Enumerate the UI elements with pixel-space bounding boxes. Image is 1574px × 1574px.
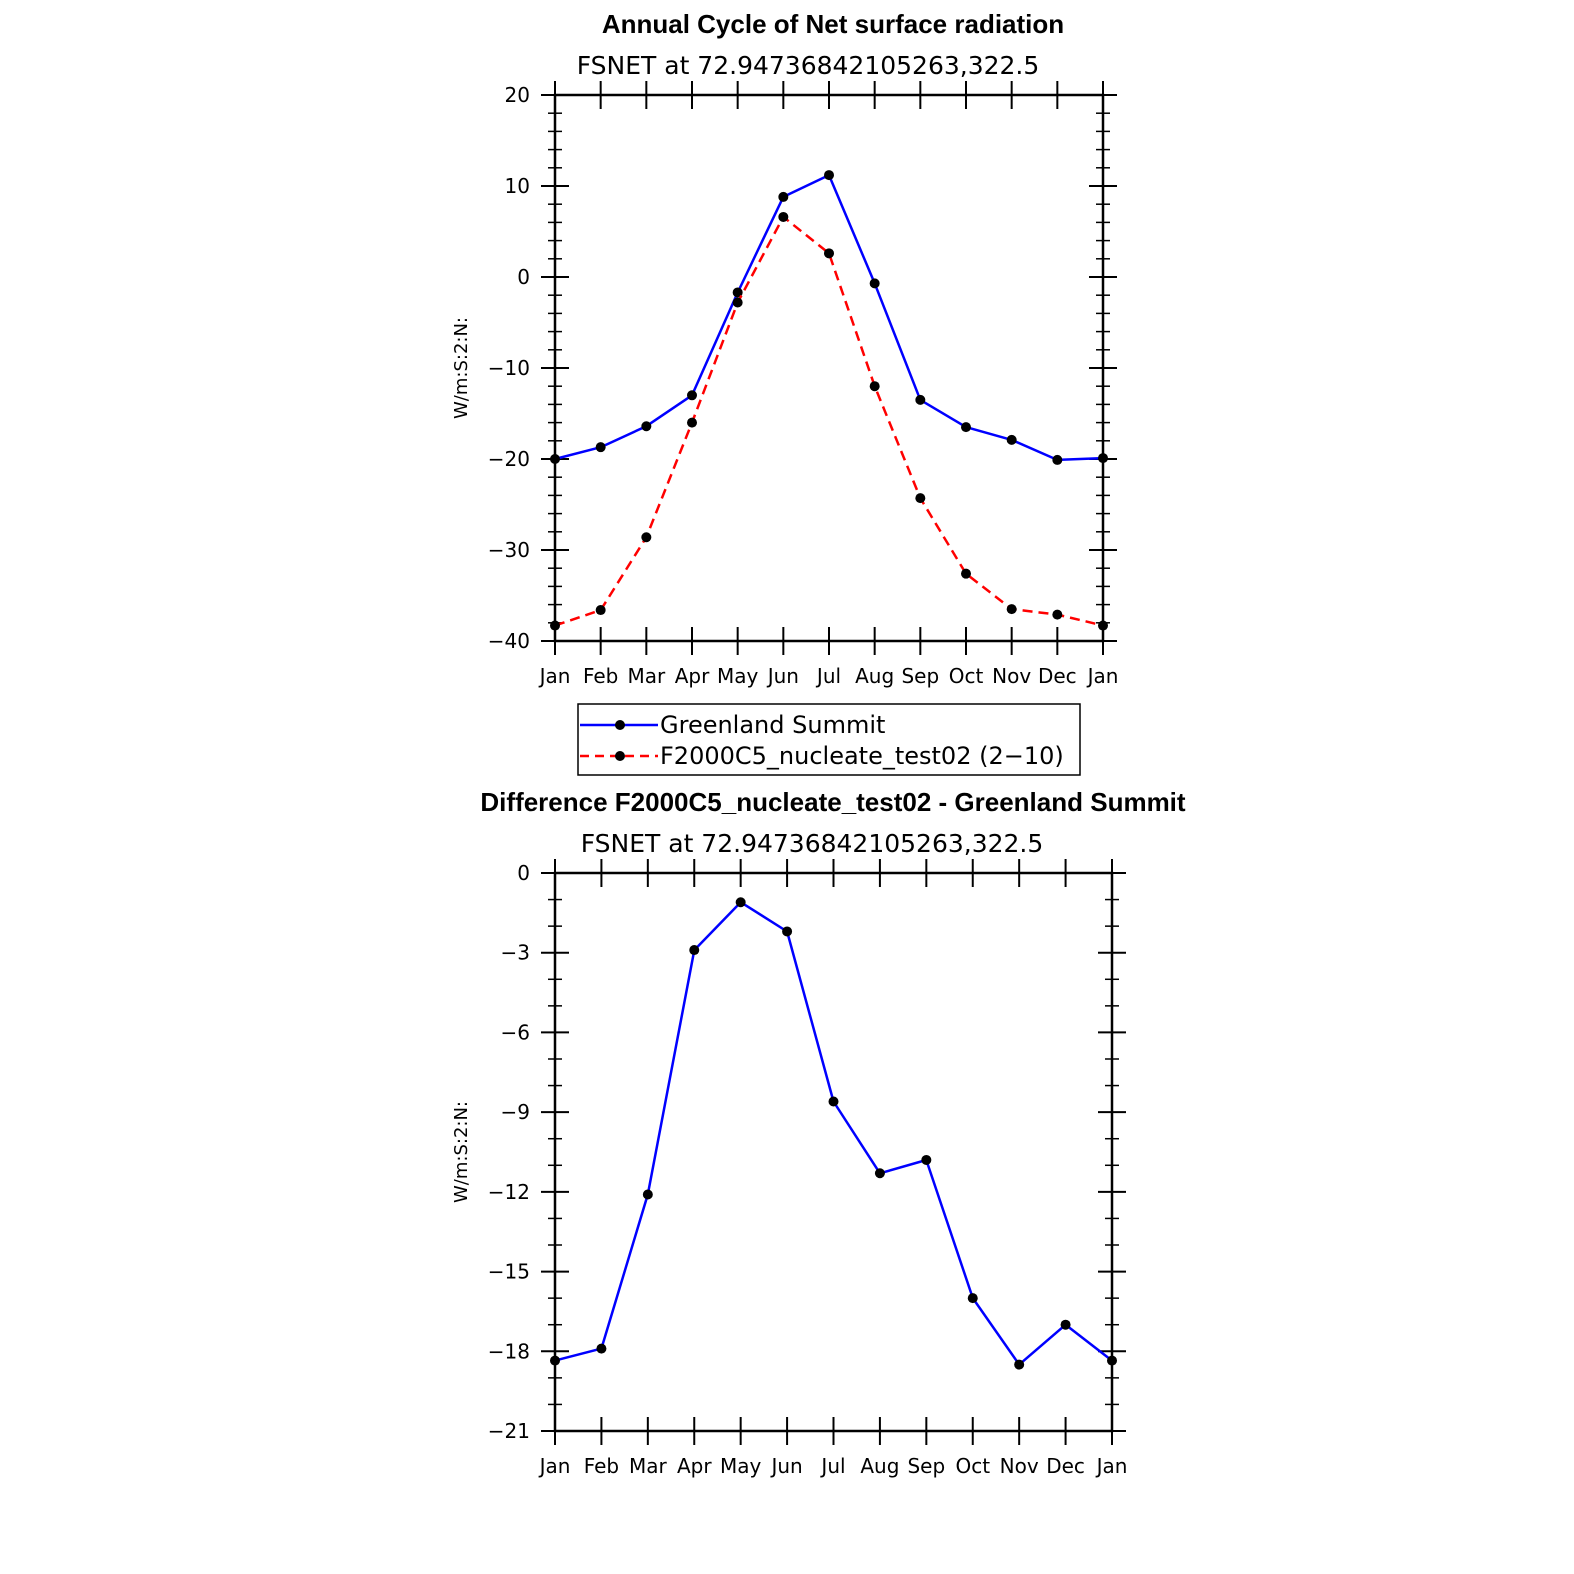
chart2-y-tick-label: −18 — [487, 1339, 530, 1364]
chart2-y-tick-label: −3 — [500, 940, 530, 965]
chart2-y-tick-label: −15 — [487, 1259, 530, 1284]
chart2-y-tick-labels — [488, 861, 530, 1443]
chart1-x-tick-label: Jan — [1087, 664, 1119, 688]
chart1-series-1-point — [687, 418, 697, 428]
chart1-x-tick-label: Nov — [992, 664, 1032, 688]
chart1-series-1-point — [824, 248, 834, 258]
chart2-y-tick-label: 0 — [517, 861, 530, 885]
chart1-series-line-0 — [555, 175, 1103, 460]
chart1-series-1-point — [550, 621, 560, 631]
chart1-series-1-point — [870, 381, 880, 391]
chart1-series-1-point — [778, 212, 788, 222]
chart1-legend — [578, 704, 1080, 775]
chart2-series-0-point — [782, 926, 792, 936]
chart1-x-tick-label: Jan — [539, 664, 571, 688]
chart1-y-tick-labels — [488, 83, 530, 653]
chart2-x-tick-label: Sep — [907, 1454, 946, 1478]
chart2-title: Difference F2000C5_nucleate_test02 - Greenland Summit — [480, 787, 1186, 817]
chart1-x-tick-label: Jul — [816, 664, 842, 688]
chart2-series-0-point — [921, 1155, 931, 1165]
chart1-series-1-point — [915, 493, 925, 503]
chart2-x-tick-label: May — [719, 1454, 762, 1478]
chart2-series-0-point — [736, 897, 746, 907]
chart1-x-tick-label: Dec — [1037, 664, 1077, 688]
chart1-series-0-point — [778, 192, 788, 202]
chart1-series-1-point — [596, 605, 606, 615]
chart1-y-axis-label: W/m:S:2:N: — [451, 317, 472, 419]
chart1-series-0-point — [824, 170, 834, 180]
chart2-y-tick-label: −9 — [500, 1100, 530, 1125]
chart1-series-0-point — [870, 278, 880, 288]
chart2-series-0-point — [689, 945, 699, 955]
chart2-plot-frame — [555, 873, 1112, 1431]
chart2-y-tick-label: −6 — [500, 1020, 530, 1045]
difference-chart — [451, 787, 1186, 1478]
chart2-x-tick-label: Mar — [628, 1454, 667, 1478]
chart1-y-tick-label: −40 — [487, 629, 530, 653]
chart2-series-0-point — [829, 1097, 839, 1107]
chart2-x-tick-label: Dec — [1046, 1454, 1085, 1478]
chart1-series-1-point — [1098, 621, 1108, 631]
chart2-series-0-point — [875, 1168, 885, 1178]
chart2-x-tick-label: Oct — [955, 1454, 991, 1478]
chart2-series-0-point — [596, 1344, 606, 1354]
chart1-title: Annual Cycle of Net surface radiation — [601, 9, 1065, 39]
chart2-series-0-point — [1061, 1320, 1071, 1330]
legend-label-f2000c5: F2000C5_nucleate_test02 (2−10) — [660, 742, 1064, 770]
annual-cycle-chart — [451, 9, 1118, 775]
legend-marker-greenland-summit — [615, 720, 625, 730]
chart2-y-tick-label: −12 — [487, 1179, 530, 1204]
chart1-series-1-point — [733, 297, 743, 307]
chart1-series-1-point — [641, 532, 651, 542]
chart1-series — [550, 170, 1108, 630]
chart2-x-tick-label: Aug — [860, 1454, 900, 1478]
chart1-series-1-point — [1007, 604, 1017, 614]
chart1-series-0-point — [915, 395, 925, 405]
chart1-x-tick-labels — [538, 664, 1119, 688]
chart1-series-1-point — [961, 569, 971, 579]
chart2-x-tick-label: Jan — [1096, 1454, 1128, 1478]
chart1-series-0-point — [641, 421, 651, 431]
chart2-y-tick-label: −21 — [487, 1419, 530, 1443]
chart2-series-line-0 — [555, 902, 1112, 1364]
chart1-x-tick-label: Oct — [948, 664, 984, 688]
chart2-series — [550, 897, 1117, 1369]
chart2-series-0-point — [1107, 1356, 1117, 1366]
chart2-x-tick-label: Jun — [771, 1454, 803, 1478]
chart2-y-axis-label: W/m:S:2:N: — [451, 1101, 472, 1203]
chart1-series-0-point — [1098, 453, 1108, 463]
chart1-series-1-point — [1052, 610, 1062, 620]
chart2-x-tick-label: Feb — [583, 1454, 620, 1478]
chart2-x-tick-label: Nov — [999, 1454, 1039, 1478]
legend-marker-f2000c5 — [615, 751, 625, 761]
chart2-x-tick-label: Jul — [821, 1454, 846, 1478]
chart1-series-0-point — [1052, 455, 1062, 465]
chart1-series-0-point — [687, 390, 697, 400]
chart2-x-tick-labels — [538, 1454, 1128, 1478]
chart2-x-tick-label: Jan — [539, 1454, 571, 1478]
chart1-series-0-point — [961, 422, 971, 432]
chart1-x-tick-label: Jun — [767, 664, 799, 688]
chart1-y-tick-label: 20 — [504, 83, 530, 107]
chart1-y-tick-label: −30 — [487, 538, 530, 562]
chart1-series-0-point — [1007, 435, 1017, 445]
chart1-x-tick-label: Sep — [901, 664, 940, 688]
legend-label-greenland-summit: Greenland Summit — [660, 711, 886, 739]
chart2-ticks — [541, 859, 1126, 1445]
chart1-series-line-1 — [555, 217, 1103, 626]
chart1-y-tick-label: 10 — [504, 174, 530, 198]
chart1-x-tick-label: Apr — [674, 664, 710, 688]
chart1-x-tick-label: Feb — [582, 664, 619, 688]
chart1-y-tick-label: −20 — [487, 447, 530, 471]
chart1-x-tick-label: May — [716, 664, 759, 688]
chart1-subtitle: FSNET at 72.94736842105263,322.5 — [576, 51, 1040, 80]
chart2-x-tick-label: Apr — [676, 1454, 712, 1478]
chart1-y-tick-label: −10 — [487, 356, 530, 380]
chart1-x-tick-label: Aug — [855, 664, 895, 688]
chart1-series-0-point — [550, 454, 560, 464]
chart2-subtitle: FSNET at 72.94736842105263,322.5 — [580, 829, 1044, 858]
chart2-series-0-point — [550, 1356, 560, 1366]
chart2-series-0-point — [643, 1190, 653, 1200]
chart1-y-tick-label: 0 — [517, 265, 530, 289]
chart2-series-0-point — [1014, 1360, 1024, 1370]
chart2-series-0-point — [968, 1293, 978, 1303]
chart1-series-0-point — [596, 442, 606, 452]
chart1-x-tick-label: Mar — [627, 664, 666, 688]
